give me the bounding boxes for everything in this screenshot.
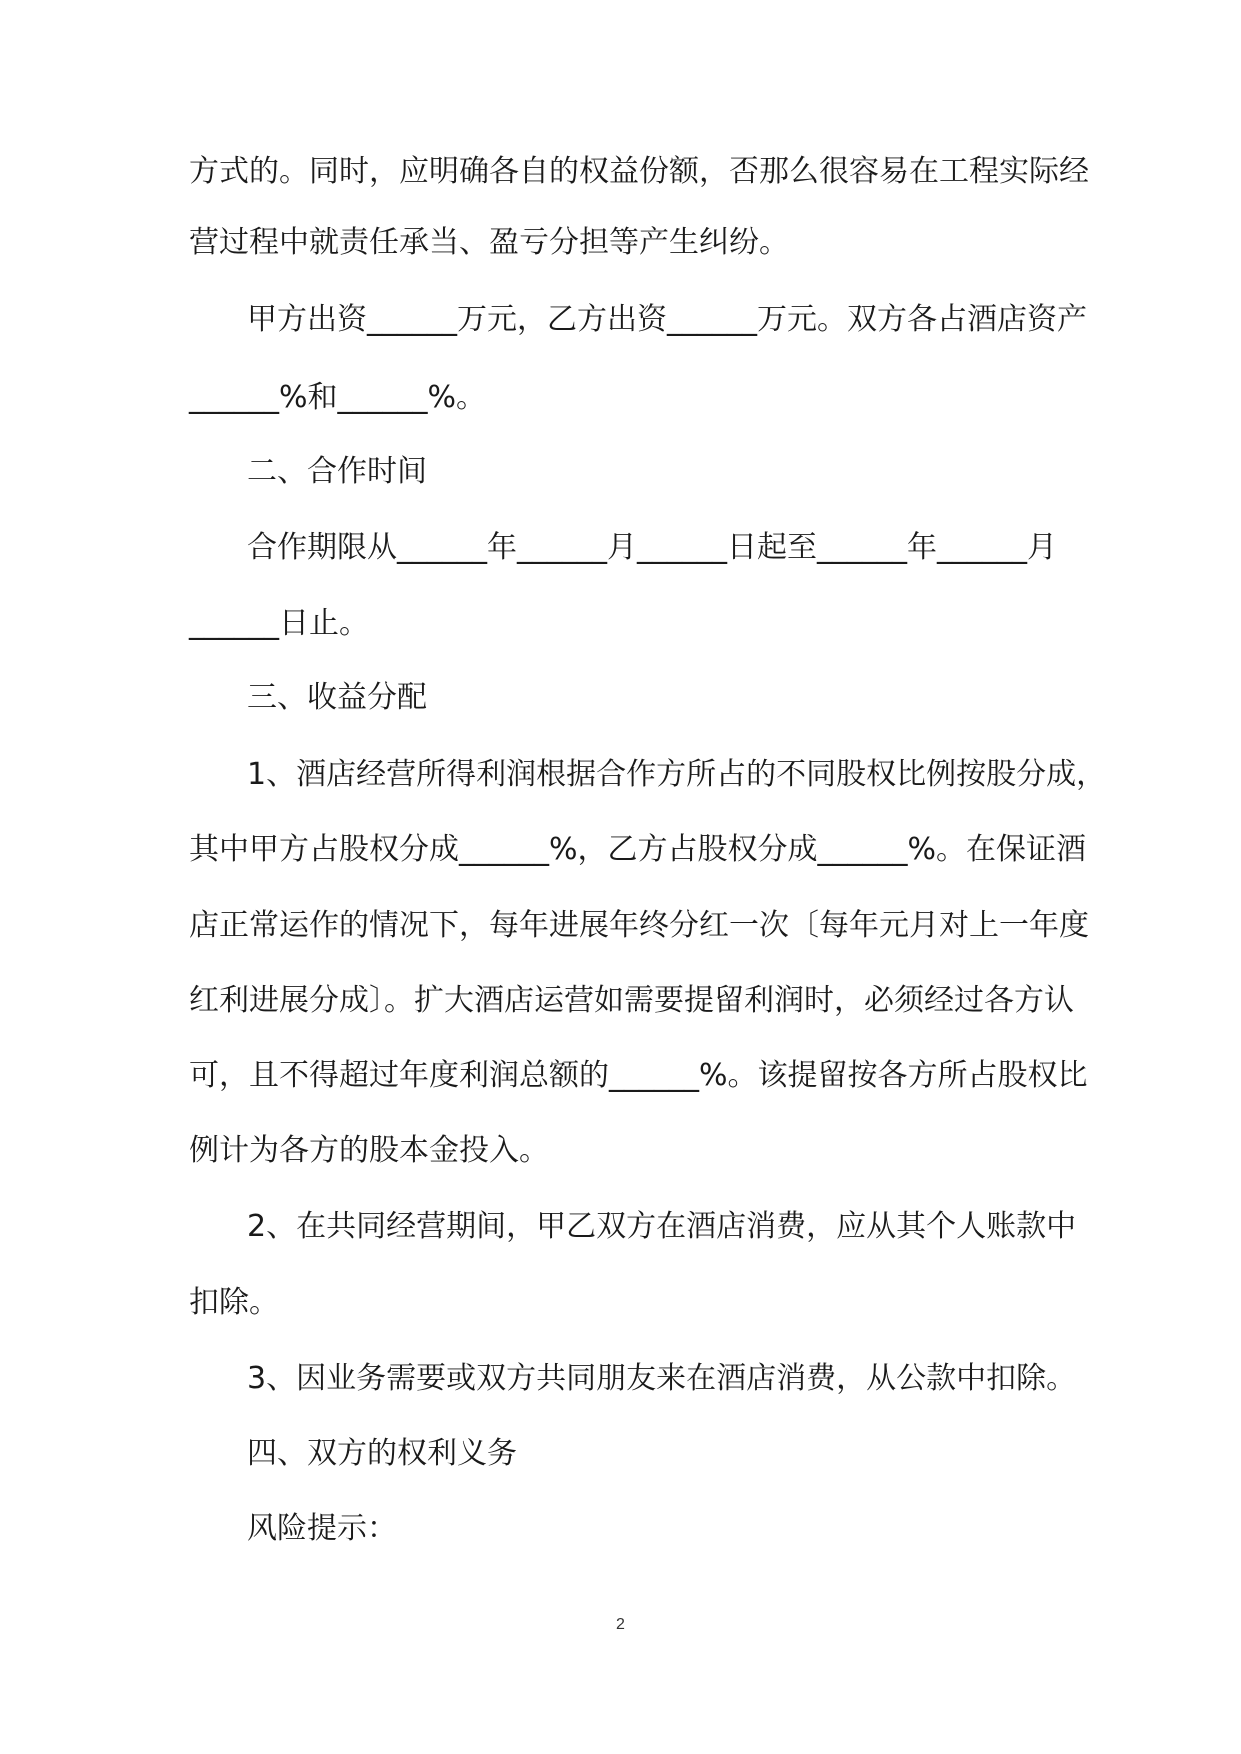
paragraph-line: 风险提示：	[247, 1511, 397, 1546]
paragraph-line: 例计为各方的股本金投入。	[189, 1133, 549, 1168]
paragraph-line: 红利进展分成〕。扩大酒店运营如需要提留利润时，必须经过各方认	[189, 983, 1074, 1018]
paragraph-line: 甲方出资______万元，乙方出资______万元。双方各占酒店资产	[247, 302, 1087, 337]
paragraph-line: ______日止。	[189, 606, 369, 641]
paragraph-line: 店正常运作的情况下，每年进展年终分红一次〔每年元月对上一年度	[189, 908, 1089, 943]
section-heading: 四、双方的权利义务	[247, 1436, 517, 1471]
paragraph-line: 扣除。	[189, 1285, 279, 1320]
paragraph-line: 营过程中就责任承当、盈亏分担等产生纠纷。	[189, 225, 789, 260]
paragraph-line: 1、酒店经营所得利润根据合作方所占的不同股权比例按股分成，	[247, 757, 1107, 792]
paragraph-line: 其中甲方占股权分成______%，乙方占股权分成______%。在保证酒	[189, 832, 1087, 867]
paragraph-line: ______%和______%。	[189, 380, 487, 415]
paragraph-line: 可，且不得超过年度利润总额的______%。该提留按各方所占股权比	[189, 1058, 1088, 1093]
page-number: 2	[616, 1616, 625, 1633]
paragraph-line: 方式的。同时，应明确各自的权益份额，否那么很容易在工程实际经	[189, 154, 1089, 189]
section-heading: 二、合作时间	[247, 454, 427, 489]
section-heading: 三、收益分配	[247, 680, 427, 715]
paragraph-line: 3、因业务需要或双方共同朋友来在酒店消费，从公款中扣除。	[247, 1361, 1077, 1396]
paragraph-line: 2、在共同经营期间，甲乙双方在酒店消费，应从其个人账款中	[247, 1209, 1077, 1244]
paragraph-line: 合作期限从______年______月______日起至______年______月	[247, 530, 1057, 565]
